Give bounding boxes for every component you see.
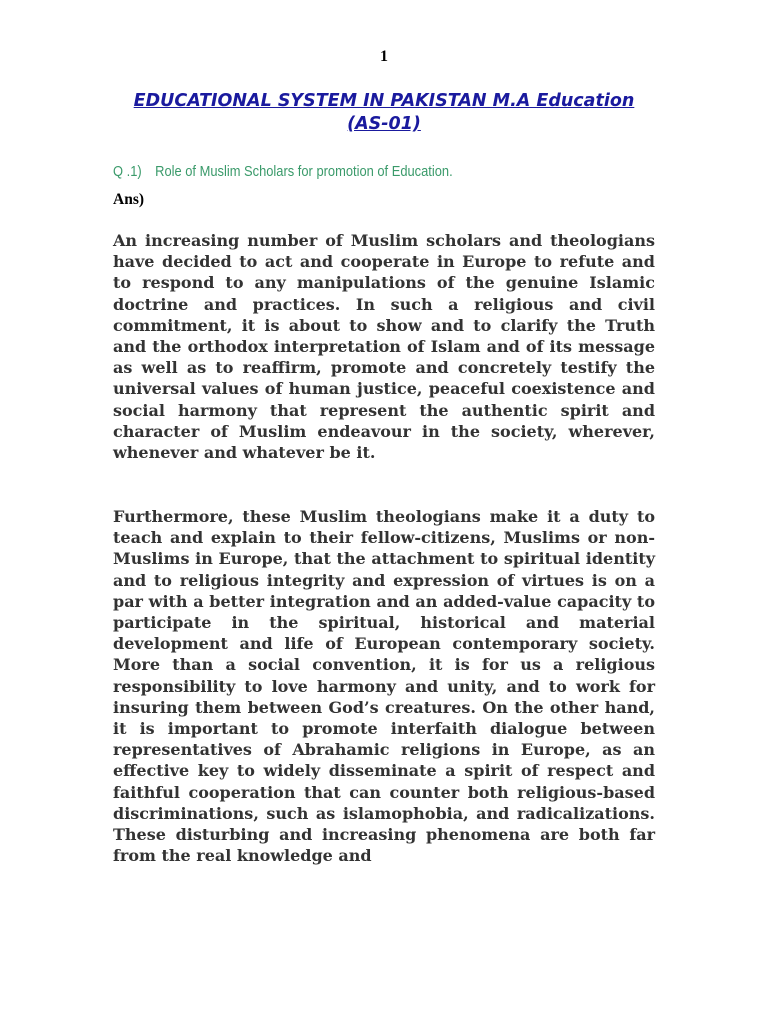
answer-paragraph-1: An increasing number of Muslim scholars and theologians have decided to act and cooperate in Europe to refute and to respond to any manipulations of the genuine Islamic doctrine and practices. In such a religious and civil commitment, it is about to show and to clarify the Truth and the orthodox interpretation of Islam and of its message as well as to reaffirm, promote and concretely testify the universal values of human justice, peaceful coexistence and social harmony that represent the authentic spirit and character of Muslim endeavour in the society, wherever, whenever and whatever be it. [113,231,655,463]
answer-label: Ans) [113,191,145,208]
document-title [113,90,655,136]
document-title-line-2: (AS-01) [347,114,421,134]
page-number: 1 [380,48,388,65]
question-heading [113,163,595,180]
question-text: Role of Muslim Scholars for promotion of Education. [155,163,453,180]
document-title-line-1: EDUCATIONAL SYSTEM IN PAKISTAN M.A Education [133,91,635,111]
question-number: Q .1) [113,163,142,180]
answer-paragraph-2: Furthermore, these Muslim theologians make it a duty to teach and explain to their fellow-citizens, Muslims or non-Muslims in Europe, that the attachment to spiritual identity and to religious integrity and expression of virtues is on a par with a better integration and an added-value capacity to participate in the spiritual, historical and material development and life of European contemporary society. More than a social convention, it is for us a religious responsibility to love harmony and unity, and to work for insuring them between God’s creatures. On the other hand, it is important to promote interfaith dialogue between representatives of Abrahamic religions in Europe, as an effective key to widely disseminate a spirit of respect and faithful cooperation that can counter both religious-based discriminations, such as islamophobia, and radicalizations. These disturbing and increasing phenomena are both far from the real knowledge and [113,507,655,866]
